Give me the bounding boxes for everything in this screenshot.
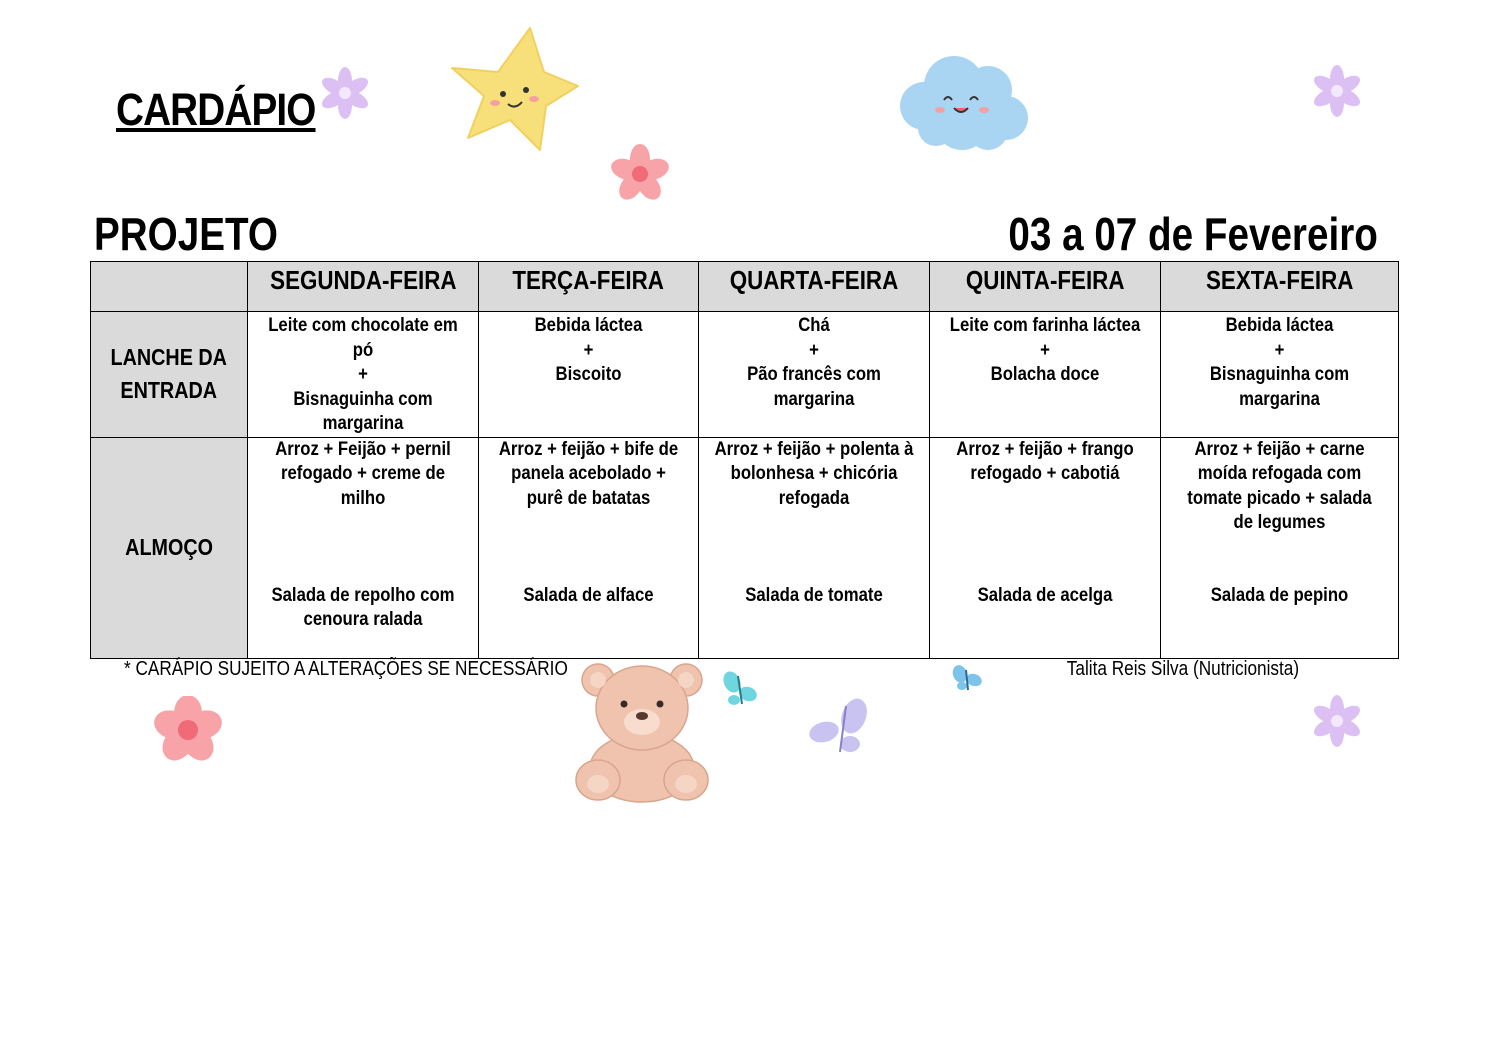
menu-cell: Chá + Pão francês com margarina [699,312,930,438]
page-title: CARDÁPIO [116,84,316,135]
day-header: SEXTA-FEIRA [1161,262,1399,312]
butterfly-icon [950,664,984,694]
row-label-almoco: ALMOÇO [91,437,248,658]
day-header: TERÇA-FEIRA [479,262,699,312]
menu-cell: Leite com chocolate em pó + Bisnaguinha com margarina [248,312,479,438]
menu-cell: Arroz + feijão + bife de panela acebolado + purê de batatas Salada de alface [479,437,699,658]
butterfly-icon [806,696,874,758]
menu-cell: Bebida láctea + Biscoito [479,312,699,438]
table-header-row [91,262,1399,312]
star-icon [448,26,580,154]
project-heading: PROJETO [94,208,278,260]
pink-flower-icon [144,696,232,764]
purple-flower-icon [318,66,372,120]
row-label-lanche: LANCHE DA ENTRADA [91,312,248,438]
pink-flower-icon [608,142,672,206]
corner-cell [91,262,248,312]
day-header: QUARTA-FEIRA [699,262,930,312]
day-header: SEGUNDA-FEIRA [248,262,479,312]
table-row [91,437,1399,658]
week-range: 03 a 07 de Fevereiro [1008,208,1378,260]
cloud-icon [896,48,1034,152]
teddy-bear-icon [574,656,710,804]
menu-cell: Arroz + feijão + frango refogado + cabotiá Salada de acelga [930,437,1161,658]
purple-flower-icon [1310,64,1364,118]
menu-cell: Leite com farinha láctea + Bolacha doce [930,312,1161,438]
menu-table [90,261,1399,659]
day-header: QUINTA-FEIRA [930,262,1161,312]
footer-note: * CARÁPIO SUJEITO A ALTERAÇÕES SE NECESSÁRIO [124,658,568,680]
menu-cell: Arroz + Feijão + pernil refogado + creme de milho Salada de repolho com cenoura ralada [248,437,479,658]
menu-cell: Arroz + feijão + polenta à bolonhesa + chicória refogada Salada de tomate [699,437,930,658]
menu-cell: Bebida láctea + Bisnaguinha com margarina [1161,312,1399,438]
purple-flower-icon [1310,694,1364,748]
menu-cell: Arroz + feijão + carne moída refogada com tomate picado + salada de legumes Salada de pepino [1161,437,1399,658]
nutritionist-signature: Talita Reis Silva (Nutricionista) [1066,658,1299,680]
butterfly-icon [720,668,760,710]
table-row [91,312,1399,438]
